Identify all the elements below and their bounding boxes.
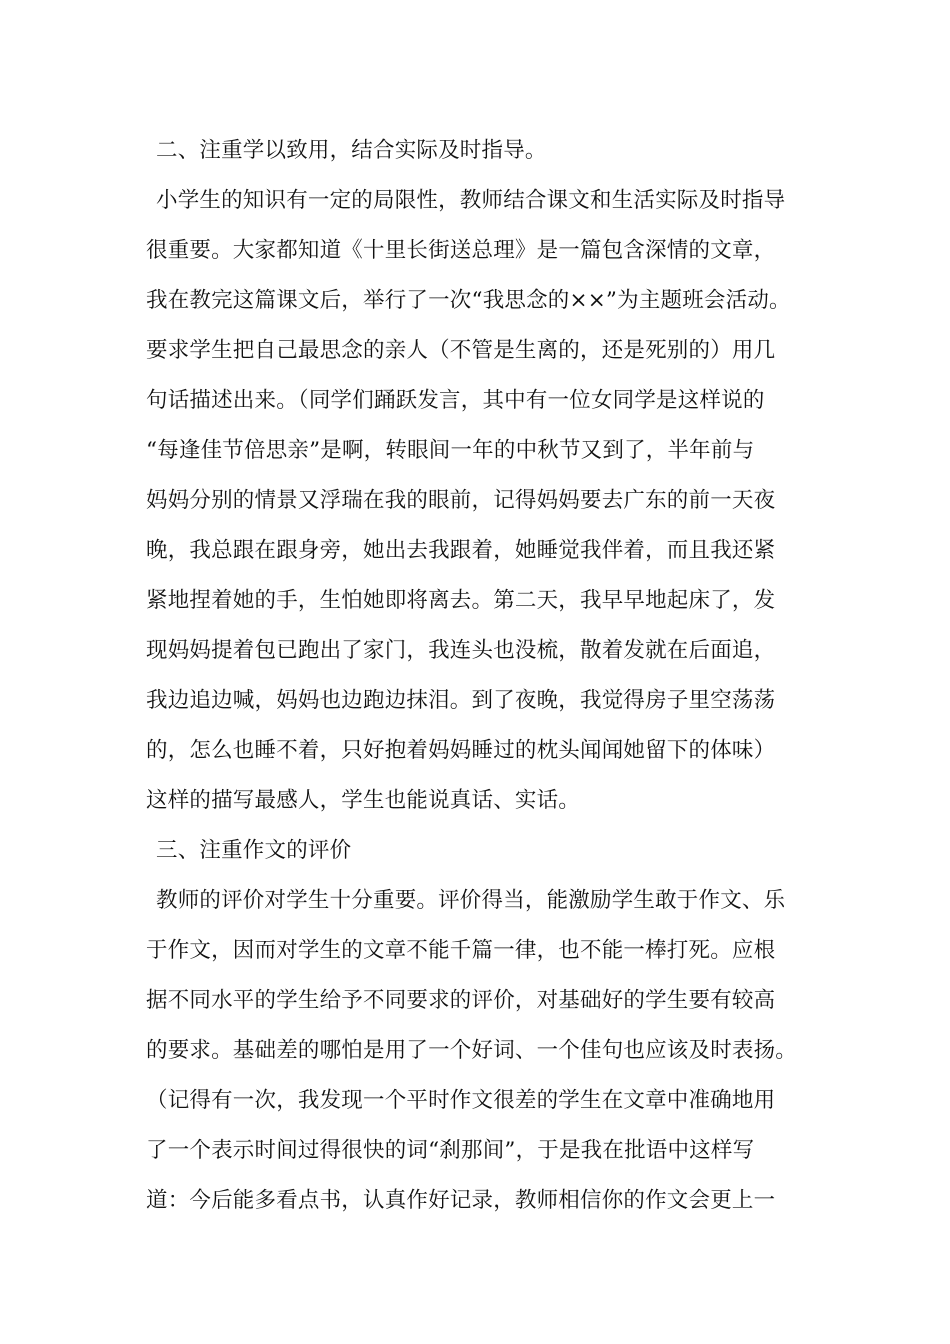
paragraph-line: 于作文，因而对学生的文章不能千篇一律，也不能一棒打死。应根 xyxy=(146,938,776,963)
paragraph-line: 小学生的知识有一定的局限性，教师结合课文和生活实际及时指导 xyxy=(156,188,786,213)
paragraph-line: 紧地捏着她的手，生怕她即将离去。第二天，我早早地起床了，发 xyxy=(146,588,776,613)
paragraph-line: 我在教完这篇课文后，举行了一次“我思念的××”为主题班会活动。 xyxy=(146,288,791,313)
paragraph-line: 道：今后能多看点书，认真作好记录，教师相信你的作文会更上一 xyxy=(146,1188,776,1213)
heading-section-three: 三、注重作文的评价 xyxy=(156,838,352,863)
heading-section-two: 二、注重学以致用，结合实际及时指导。 xyxy=(156,138,547,163)
paragraph-line: 句话描述出来。（同学们踊跃发言，其中有一位女同学是这样说的 xyxy=(146,388,765,413)
paragraph-line: 这样的描写最感人，学生也能说真话、实话。 xyxy=(146,788,581,813)
paragraph-line: 教师的评价对学生十分重要。评价得当，能激励学生敢于作文、乐 xyxy=(156,888,786,913)
paragraph-line: “每逢佳节倍思亲”是啊，转眼间一年的中秋节又到了，半年前与 xyxy=(146,438,755,463)
paragraph-line: 的要求。基础差的哪怕是用了一个好词、一个佳句也应该及时表扬。 xyxy=(146,1038,798,1063)
paragraph-line: 很重要。大家都知道《十里长街送总理》是一篇包含深情的文章， xyxy=(146,238,776,263)
paragraph-line: 的，怎么也睡不着，只好抱着妈妈睡过的枕头闻闻她留下的体味） xyxy=(146,738,776,763)
paragraph-line: （记得有一次，我发现一个平时作文很差的学生在文章中准确地用 xyxy=(146,1088,776,1113)
paragraph-line: 现妈妈提着包已跑出了家门，我连头也没梳，散着发就在后面追， xyxy=(146,638,776,663)
paragraph-line: 了一个表示时间过得很快的词“刹那间”，于是我在批语中这样写 xyxy=(146,1138,755,1163)
paragraph-line: 要求学生把自己最思念的亲人（不管是生离的，还是死别的）用几 xyxy=(146,338,776,363)
paragraph-line: 妈妈分别的情景又浮瑞在我的眼前，记得妈妈要去广东的前一天夜 xyxy=(146,488,776,513)
paragraph-line: 晚，我总跟在跟身旁，她出去我跟着，她睡觉我伴着，而且我还紧 xyxy=(146,538,776,563)
paragraph-line: 我边追边喊，妈妈也边跑边抹泪。到了夜晚，我觉得房子里空荡荡 xyxy=(146,688,776,713)
paragraph-line: 据不同水平的学生给予不同要求的评价，对基础好的学生要有较高 xyxy=(146,988,776,1013)
